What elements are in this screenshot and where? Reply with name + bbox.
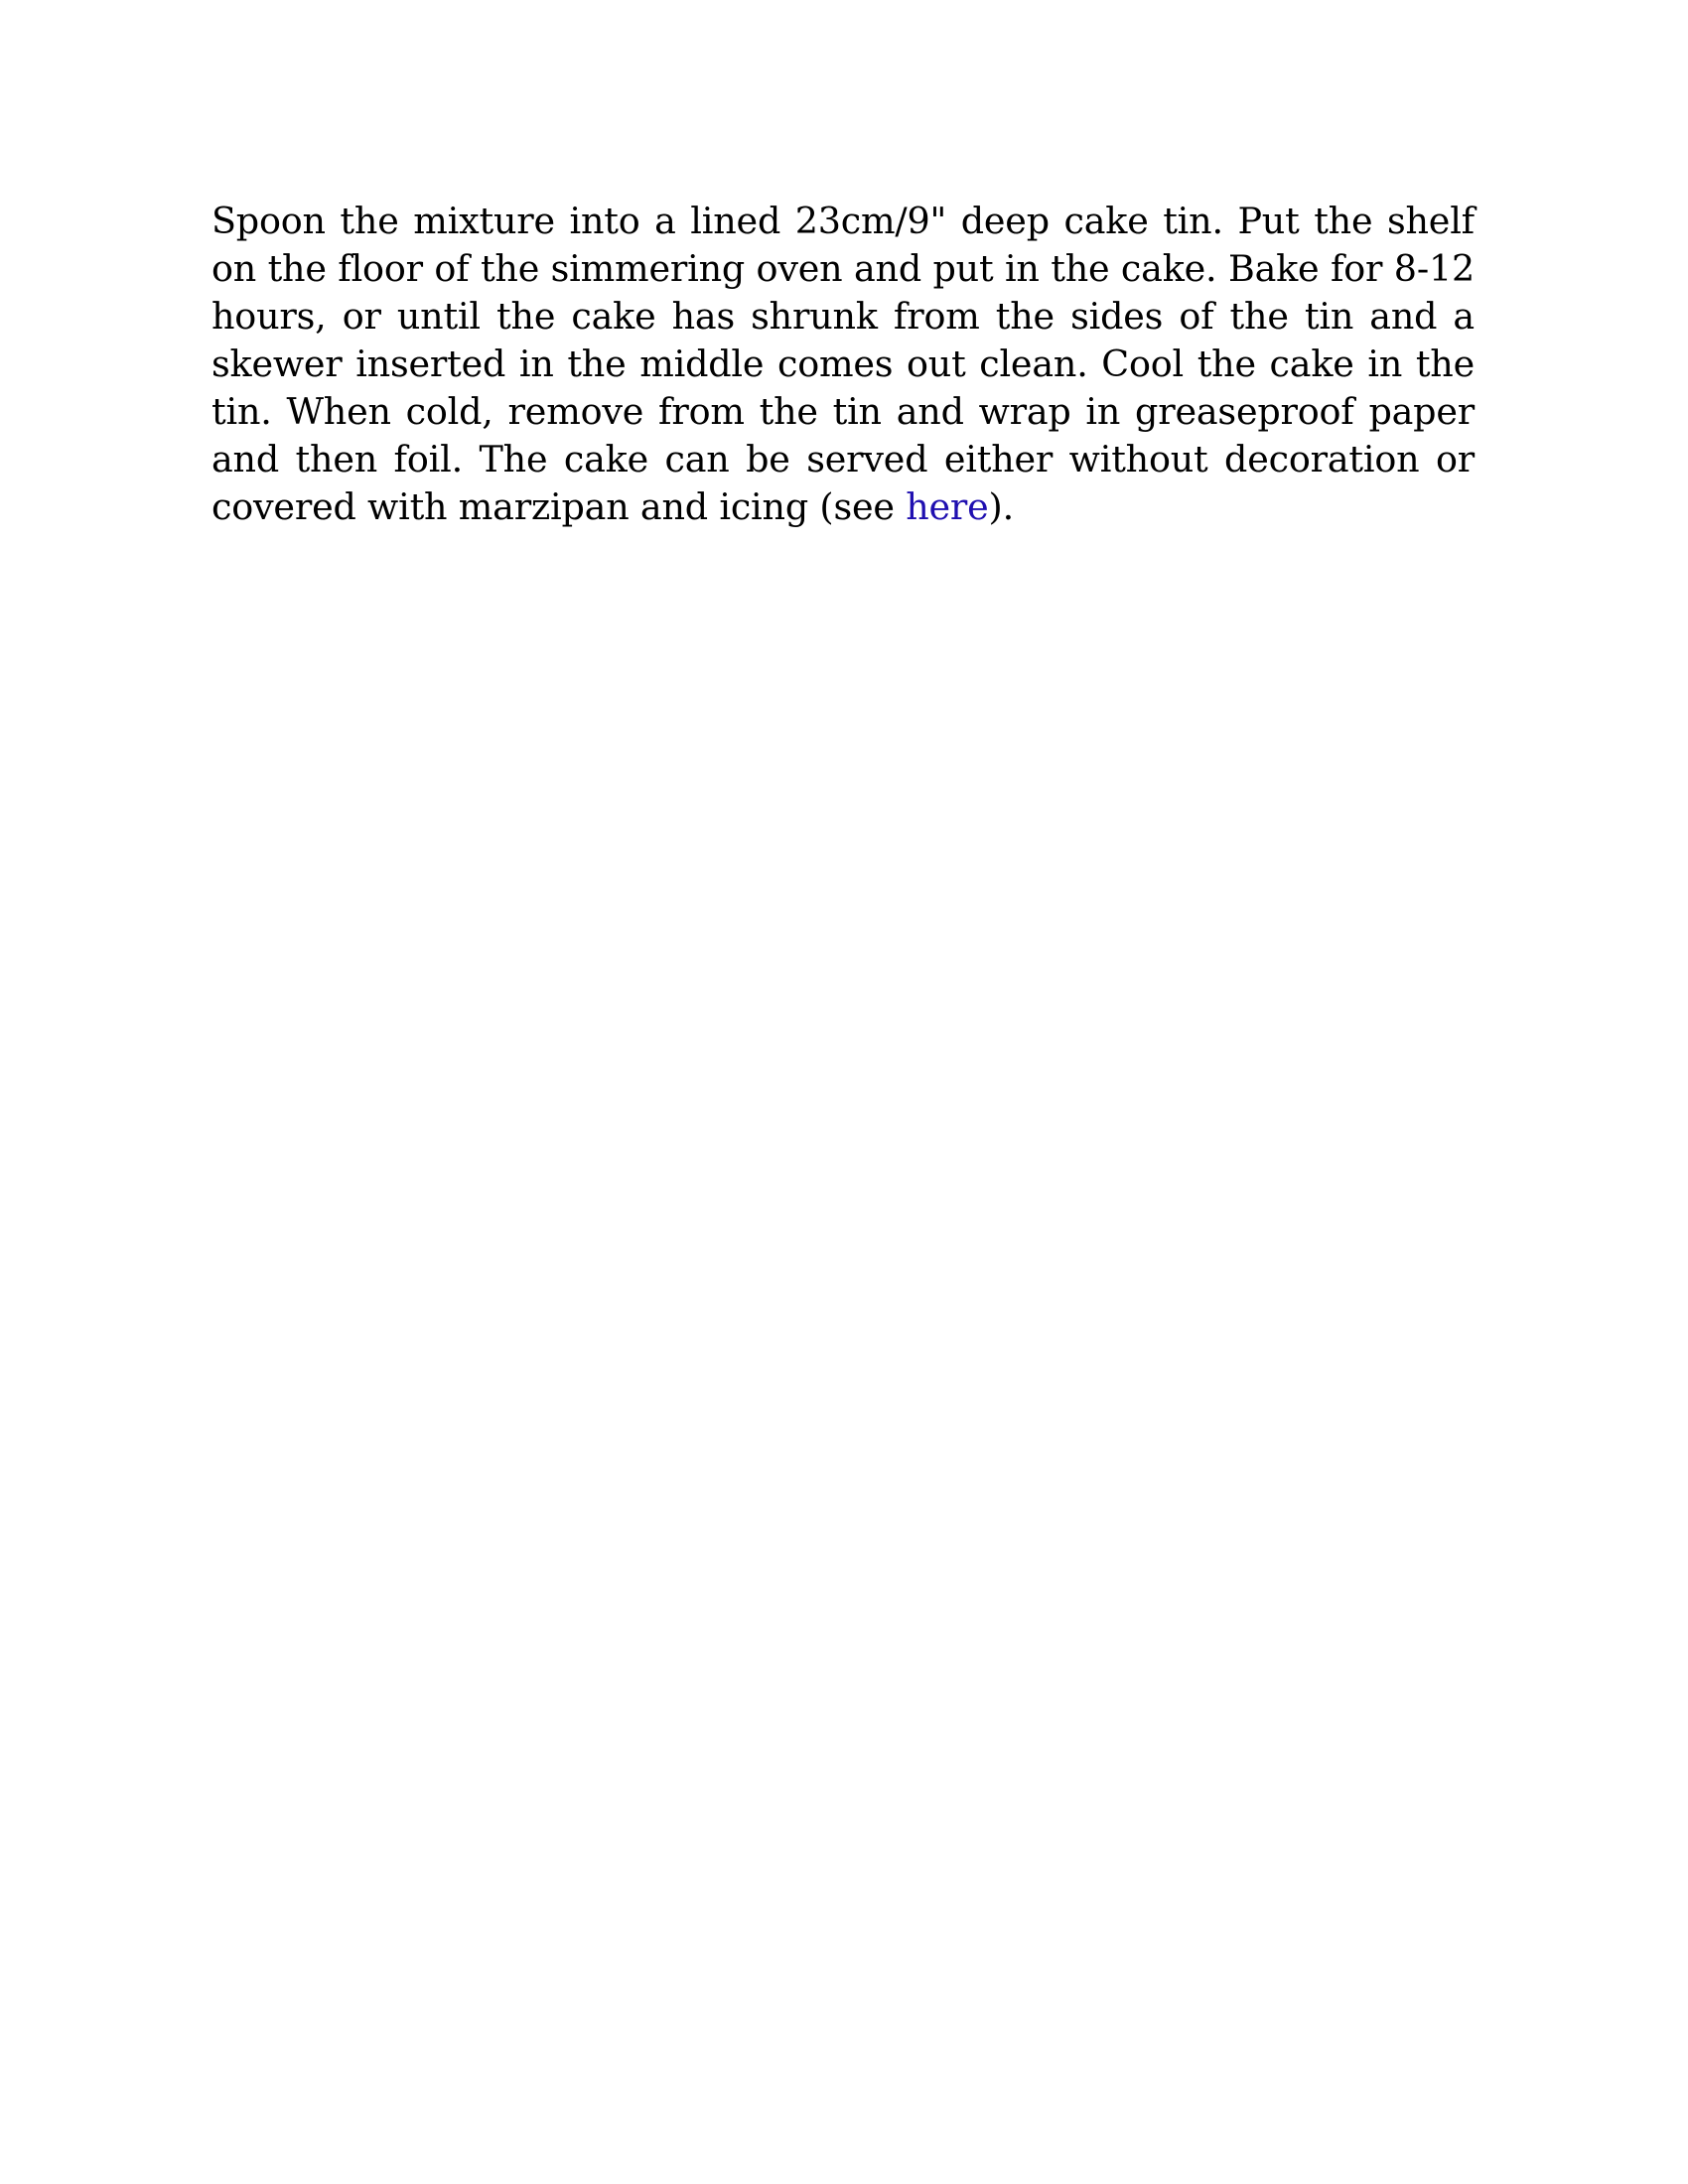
body-paragraph (211, 198, 1475, 531)
paragraph-text-after-link: ). (988, 485, 1014, 528)
paragraph-text-before-link: Spoon the mixture into a lined 23cm/9" deep cake tin. Put the shelf on the floor of the simmering oven and put in the cake. Bake for 8-12 hours, or until the cake has shrunk from the sides of the tin and a skewer inserted in the middle comes out clean. Cool the cake in the tin. When cold, remove from the tin and wrap in greaseproof paper and then foil. The cake can be served either without decoration or covered with marzipan and icing (see (211, 200, 1475, 528)
see-here-link[interactable]: here (906, 485, 989, 528)
